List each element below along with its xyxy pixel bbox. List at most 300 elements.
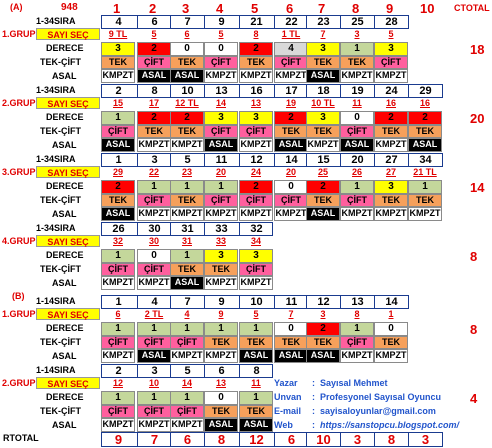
sira-cell: 12 [239,153,273,167]
sira-cell: 30 [137,222,171,236]
asal-cell: ASAL [306,207,340,221]
tek-cift-cell: TEK [239,405,273,419]
sira-label: 1-34SIRA [36,154,76,164]
asal-cell: ASAL [239,418,273,432]
derece-cell: 1 [170,180,204,194]
derece-label: DERECE [46,250,84,260]
tek-cift-label: TEK-ÇİFT [40,337,81,347]
asal-cell: KMPZT [101,69,135,83]
derece-cell: 0 [204,391,238,405]
sira-cell: 9 [204,15,238,29]
info-value: Profesyonel Sayısal Oyuncu [320,392,442,402]
asal-label: ASAL [52,140,77,150]
tek-cift-cell: TEK [239,56,273,70]
sira-cell: 13 [204,84,238,98]
derece-cell: 1 [239,322,273,336]
tek-cift-cell: ÇİFT [239,194,273,208]
sayi-cell: 10 TL [311,98,335,108]
sayi-cell: 16 [419,98,430,108]
tek-cift-cell: ÇİFT [137,336,171,350]
rtotal-cell: 8 [374,432,408,447]
derece-cell: 2 [239,42,273,56]
derece-cell: 2 [408,111,442,125]
asal-cell: KMPZT [340,69,374,83]
asal-cell: KMPZT [137,418,171,432]
tek-cift-cell: TEK [408,125,442,139]
sayi-cell: 13 [250,98,261,108]
sayi-sec-label: SAYI SEÇ [36,377,100,389]
derece-label: DERECE [46,323,84,333]
sayi-cell: 19 [285,98,296,108]
derece-cell: 0 [274,180,308,194]
derece-cell: 2 [137,42,171,56]
sayi-cell: 21 TL [413,167,437,177]
tek-cift-cell: ÇİFT [137,56,171,70]
derece-cell: 2 [101,180,135,194]
total-count: 948 [61,2,78,13]
derece-cell: 3 [204,111,238,125]
sayi-cell: 8 [354,309,360,319]
sira-cell: 24 [374,84,408,98]
sayi-cell: 27 [385,167,396,177]
tek-cift-cell: TEK [408,194,442,208]
tek-cift-cell: ÇİFT [137,263,171,277]
tek-cift-label: TEK-ÇİFT [40,195,81,205]
column-header: 4 [216,1,224,16]
sira-cell: 10 [170,84,204,98]
info-separator: : [312,392,315,402]
sayi-cell: 4 [184,309,190,319]
derece-label: DERECE [46,392,84,402]
tek-cift-cell: TEK [306,56,340,70]
sayi-cell: 26 [351,167,362,177]
tek-cift-cell: ÇİFT [274,194,308,208]
sayi-cell: 9 [218,309,224,319]
sayi-cell: 30 [148,236,159,246]
tek-cift-cell: ÇİFT [101,405,135,419]
sayi-cell: 22 [148,167,159,177]
rtotal-cell: 6 [274,432,308,447]
derece-cell: 3 [374,180,408,194]
derece-cell: 0 [340,111,374,125]
asal-cell: KMPZT [204,69,238,83]
derece-cell: 0 [374,322,408,336]
sira-cell: 7 [170,15,204,29]
sira-cell: 14 [274,153,308,167]
sira-cell: 12 [306,295,340,309]
sira-cell: 13 [340,295,374,309]
sayi-cell: 14 [181,378,192,388]
derece-cell: 2 [239,180,273,194]
asal-cell: KMPZT [170,138,204,152]
group-name: 3.GRUP [2,167,36,177]
derece-cell: 1 [101,322,135,336]
info-label: Yazar [274,378,298,388]
ctotal-label: CTOTAL [454,3,490,13]
tek-cift-cell: TEK [274,336,308,350]
sira-cell: 25 [340,15,374,29]
asal-cell: ASAL [170,276,204,290]
sira-cell: 8 [239,364,273,378]
derece-cell: 3 [374,42,408,56]
derece-cell: 1 [408,180,442,194]
sira-cell: 4 [137,295,171,309]
tek-cift-cell: ÇİFT [239,125,273,139]
sayi-cell: 29 [112,167,123,177]
group-total: 8 [470,322,478,337]
sayi-cell: 6 [115,309,121,319]
asal-cell: KMPZT [101,349,135,363]
group-total: 4 [470,391,478,406]
info-separator: : [312,406,315,416]
sayi-cell: 13 [215,378,226,388]
sayi-cell: 24 [250,167,261,177]
label-a: (A) [10,2,23,12]
sira-cell: 3 [137,153,171,167]
derece-cell: 1 [239,391,273,405]
asal-cell: ASAL [204,418,238,432]
tek-cift-cell: TEK [374,125,408,139]
sayi-cell: 5 [388,29,394,39]
sira-cell: 5 [170,364,204,378]
tek-cift-cell: TEK [137,125,171,139]
group-name: 2.GRUP [2,98,36,108]
tek-cift-cell: TEK [101,194,135,208]
info-separator: : [312,378,315,388]
derece-cell: 3 [306,111,340,125]
sayi-cell: 12 TL [175,98,199,108]
label-b: (B) [12,291,25,301]
derece-cell: 1 [340,180,374,194]
sira-label: 1-34SIRA [36,85,76,95]
sira-cell: 11 [274,295,308,309]
asal-label: ASAL [52,351,77,361]
asal-cell: KMPZT [340,207,374,221]
rtotal-cell: 3 [340,432,374,447]
sira-cell: 2 [101,84,135,98]
sayi-cell: 31 [181,236,192,246]
sayi-cell: 9 TL [108,29,128,39]
asal-cell: KMPZT [137,207,171,221]
derece-cell: 3 [239,111,273,125]
sira-cell: 4 [101,15,135,29]
tek-cift-cell: ÇİFT [170,405,204,419]
tek-cift-cell: TEK [306,194,340,208]
tek-cift-cell: TEK [306,336,340,350]
group-name: 4.GRUP [2,236,36,246]
asal-cell: ASAL [137,349,171,363]
column-header: 3 [182,1,190,16]
asal-cell: KMPZT [408,207,442,221]
derece-cell: 0 [204,42,238,56]
sayi-cell: 5 [218,29,224,39]
sayi-sec-label: SAYI SEÇ [36,308,100,320]
rtotal-cell: 12 [239,432,273,447]
asal-cell: KMPZT [204,349,238,363]
info-label: Unvan [274,392,302,402]
tek-cift-cell: TEK [170,194,204,208]
asal-cell: KMPZT [306,138,340,152]
tek-cift-cell: ÇİFT [101,125,135,139]
tek-cift-cell: TEK [374,194,408,208]
asal-cell: ASAL [170,69,204,83]
derece-cell: 1 [170,391,204,405]
tek-cift-label: TEK-ÇİFT [40,126,81,136]
sayi-sec-label: SAYI SEÇ [36,235,100,247]
sayi-cell: 11 [352,98,362,108]
sira-cell: 14 [374,295,408,309]
derece-cell: 1 [101,391,135,405]
asal-cell: KMPZT [274,207,308,221]
tek-cift-cell: ÇİFT [274,56,308,70]
asal-cell: KMPZT [204,207,238,221]
column-header: 8 [352,1,360,16]
asal-label: ASAL [52,278,77,288]
asal-cell: KMPZT [137,276,171,290]
derece-cell: 1 [340,42,374,56]
rtotal-cell: 3 [408,432,442,447]
sira-cell: 11 [204,153,238,167]
asal-cell: ASAL [101,138,135,152]
rtotal-cell: 10 [306,432,340,447]
asal-cell: KMPZT [374,349,408,363]
asal-cell: ASAL [204,138,238,152]
sayi-cell: 3 [354,29,360,39]
derece-label: DERECE [46,112,84,122]
tek-cift-cell: ÇİFT [204,125,238,139]
sayi-cell: 8 [253,29,259,39]
sira-cell: 32 [239,222,273,236]
sayi-cell: 7 [288,309,294,319]
sira-label: 1-34SIRA [36,16,76,26]
sayi-cell: 5 [253,309,259,319]
sayi-cell: 5 [151,29,157,39]
asal-cell: KMPZT [239,276,273,290]
asal-cell: KMPZT [374,138,408,152]
derece-cell: 2 [306,180,340,194]
sira-cell: 1 [101,295,135,309]
info-value: sayisaloyunlar@gmail.com [320,406,436,416]
derece-cell: 0 [170,42,204,56]
tek-cift-cell: ÇİFT [101,336,135,350]
tek-cift-label: TEK-ÇİFT [40,406,81,416]
group-name: 1.GRUP [2,309,36,319]
tek-cift-cell: ÇİFT [204,194,238,208]
sayi-cell: 33 [215,236,226,246]
info-label: E-mail [274,406,302,416]
column-header: 2 [149,1,157,16]
derece-cell: 2 [274,111,308,125]
sira-cell: 34 [408,153,442,167]
asal-cell: KMPZT [170,207,204,221]
asal-cell: KMPZT [274,69,308,83]
derece-cell: 1 [101,111,135,125]
sayi-cell: 12 [112,378,123,388]
asal-cell: KMPZT [340,349,374,363]
asal-cell: KMPZT [239,207,273,221]
derece-cell: 1 [170,322,204,336]
sira-cell: 6 [204,364,238,378]
rtotal-cell: 6 [170,432,204,447]
sayi-cell: 1 TL [281,29,301,39]
tek-cift-cell: ÇİFT [170,336,204,350]
asal-cell: KMPZT [170,418,204,432]
asal-cell: ASAL [306,349,340,363]
tek-cift-cell: ÇİFT [137,405,171,419]
tek-cift-cell: TEK [239,336,273,350]
tek-cift-cell: TEK [340,56,374,70]
sayi-cell: 32 [112,236,123,246]
sira-cell: 18 [306,84,340,98]
derece-cell: 0 [274,322,308,336]
tek-cift-label: TEK-ÇİFT [40,57,81,67]
sayi-cell: 20 [215,167,226,177]
sayi-sec-label: SAYI SEÇ [36,166,100,178]
tek-cift-cell: ÇİFT [340,194,374,208]
tek-cift-cell: TEK [170,56,204,70]
sira-cell: 7 [170,295,204,309]
column-header: 5 [251,1,259,16]
sira-cell: 31 [170,222,204,236]
asal-cell: ASAL [340,138,374,152]
asal-label: ASAL [52,71,77,81]
sira-cell: 10 [239,295,273,309]
asal-label: ASAL [52,209,77,219]
derece-cell: 1 [340,322,374,336]
tek-cift-cell: TEK [170,125,204,139]
sira-cell: 17 [274,84,308,98]
tek-cift-cell: ÇİFT [340,125,374,139]
info-value: https://sanstopcu.blogspot.com/ [320,420,459,430]
group-total: 20 [470,111,485,126]
sayi-cell: 11 [251,378,261,388]
asal-cell: ASAL [239,349,273,363]
sayi-cell: 15 [112,98,123,108]
derece-cell: 3 [239,249,273,263]
derece-cell: 1 [204,322,238,336]
sira-label: 1-34SIRA [36,223,76,233]
sira-cell: 3 [137,364,171,378]
sira-label: 1-14SIRA [36,365,76,375]
tek-cift-label: TEK-ÇİFT [40,264,81,274]
asal-cell: KMPZT [204,276,238,290]
asal-cell: KMPZT [101,276,135,290]
tek-cift-cell: ÇİFT [239,263,273,277]
asal-cell: KMPZT [101,418,135,432]
sira-cell: 23 [306,15,340,29]
sira-label: 1-14SIRA [36,296,76,306]
sira-cell: 8 [137,84,171,98]
sayi-cell: 20 [285,167,296,177]
column-header: 9 [386,1,394,16]
column-header: 10 [420,1,435,16]
sayi-sec-label: SAYI SEÇ [36,28,100,40]
tek-cift-cell: ÇİFT [101,263,135,277]
sayi-cell: 10 [148,378,159,388]
asal-cell: KMPZT [374,69,408,83]
asal-cell: ASAL [137,69,171,83]
tek-cift-cell: ÇİFT [204,56,238,70]
sira-cell: 15 [306,153,340,167]
sira-cell: 19 [340,84,374,98]
sira-cell: 21 [239,15,273,29]
derece-label: DERECE [46,181,84,191]
derece-cell: 3 [101,42,135,56]
rtotal-cell: 9 [101,432,135,447]
tek-cift-cell: TEK [274,125,308,139]
derece-cell: 1 [170,249,204,263]
derece-cell: 2 [306,322,340,336]
sira-cell: 26 [101,222,135,236]
sira-cell: 16 [239,84,273,98]
rtotal-cell: 8 [204,432,238,447]
asal-cell: KMPZT [239,69,273,83]
tek-cift-cell: TEK [101,56,135,70]
derece-cell: 4 [274,42,308,56]
group-total: 8 [470,249,478,264]
asal-cell: KMPZT [239,138,273,152]
sayi-cell: 23 [181,167,192,177]
sayi-cell: 1 [388,309,394,319]
rtotal-label: RTOTAL [3,433,39,443]
sayi-cell: 6 [184,29,190,39]
asal-cell: KMPZT [374,207,408,221]
tek-cift-cell: TEK [306,125,340,139]
derece-cell: 1 [137,391,171,405]
sira-cell: 9 [204,295,238,309]
asal-cell: ASAL [306,69,340,83]
sira-cell: 6 [137,15,171,29]
tek-cift-cell: TEK [374,336,408,350]
sira-cell: 33 [204,222,238,236]
sira-cell: 20 [340,153,374,167]
sayi-cell: 16 [385,98,396,108]
sayi-cell: 34 [250,236,261,246]
info-value: Sayısal Mehmet [320,378,388,388]
sira-cell: 2 [101,364,135,378]
tek-cift-cell: TEK [204,263,238,277]
tek-cift-cell: ÇİFT [340,336,374,350]
derece-cell: 2 [374,111,408,125]
derece-cell: 3 [306,42,340,56]
derece-cell: 2 [170,111,204,125]
derece-label: DERECE [46,43,84,53]
sayi-cell: 17 [148,98,159,108]
info-separator: : [312,420,315,430]
group-total: 14 [470,180,485,195]
asal-cell: ASAL [274,138,308,152]
derece-cell: 1 [137,180,171,194]
tek-cift-cell: ÇİFT [374,56,408,70]
derece-cell: 1 [204,180,238,194]
derece-cell: 1 [101,249,135,263]
tek-cift-cell: TEK [170,263,204,277]
asal-cell: KMPZT [137,138,171,152]
group-name: 1.GRUP [2,29,36,39]
tek-cift-cell: TEK [204,336,238,350]
asal-cell: ASAL [274,349,308,363]
derece-cell: 1 [137,322,171,336]
asal-cell: KMPZT [170,349,204,363]
sayi-cell: 25 [317,167,328,177]
sira-cell: 29 [408,84,442,98]
column-header: 6 [286,1,294,16]
group-total: 18 [470,42,485,57]
tek-cift-cell: ÇİFT [137,194,171,208]
sayi-cell: 7 [320,29,326,39]
sira-cell: 27 [374,153,408,167]
sayi-sec-label: SAYI SEÇ [36,97,100,109]
